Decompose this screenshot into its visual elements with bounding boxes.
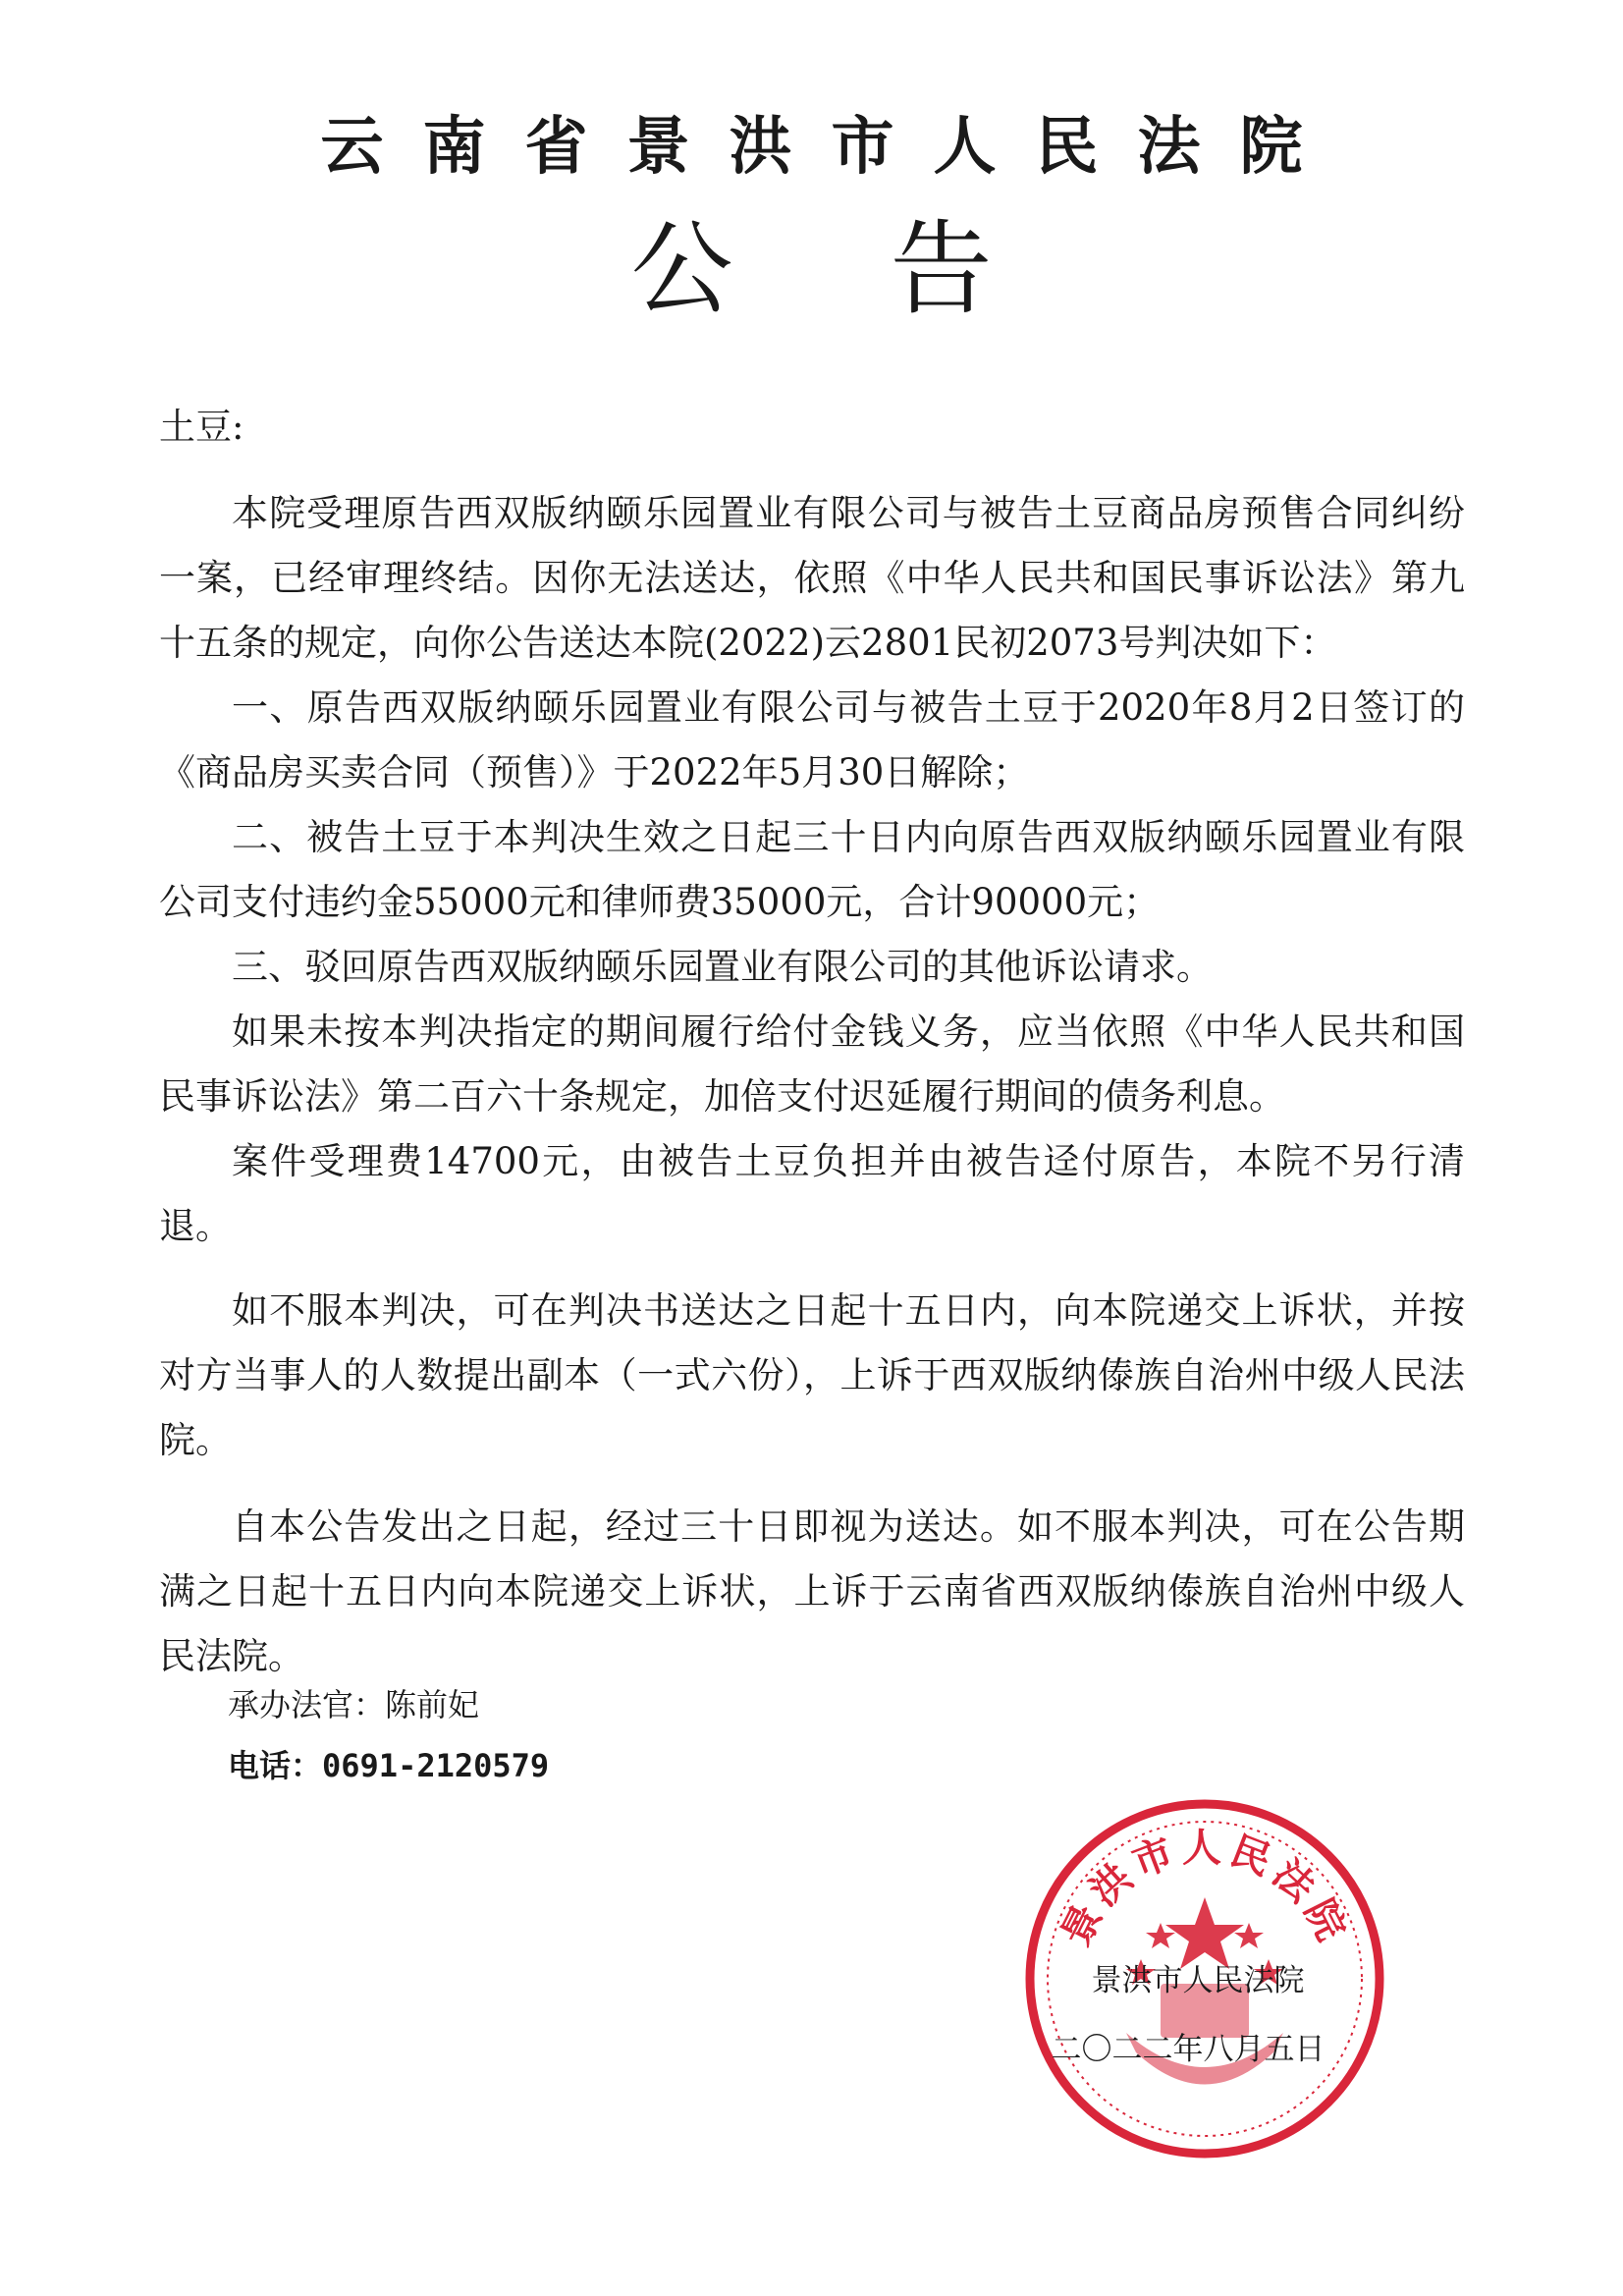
signature-court: 景洪市人民法院: [1091, 1963, 1305, 1998]
salutation: 土豆:: [159, 406, 244, 448]
signature-date: 二〇二二年八月五日: [1051, 2032, 1325, 2067]
judge-line: 承办法官：陈前妃: [228, 1686, 480, 1723]
intro-paragraph: 本院受理原告西双版纳颐乐园置业有限公司与被告土豆商品房预售合同纠纷一案，已经审理终结。因你无法送达，依照《中华人民共和国民事诉讼法》第九十五条的规定，向你公告送达本院(2022)云2801民初2073号判决如下：: [159, 492, 1465, 664]
ruling-item-3: 三、驳回原告西双版纳颐乐园置业有限公司的其他诉讼请求。: [232, 946, 1213, 988]
appeal-paragraph: 如不服本判决，可在判决书送达之日起十五日内，向本院递交上诉状，并按对方当事人的人数提出副本（一式六份），上诉于西双版纳傣族自治州中级人民法院。: [159, 1289, 1465, 1461]
service-paragraph: 自本公告发出之日起，经过三十日即视为送达。如不服本判决，可在公告期满之日起十五日内向本院递交上诉状，上诉于云南省西双版纳傣族自治州中级人民法院。: [159, 1505, 1465, 1677]
notice-title: 公告: [630, 209, 1150, 329]
interest-paragraph: 如果未按本判决指定的期间履行给付金钱义务，应当依照《中华人民共和国民事诉讼法》第二百六十条规定，加倍支付迟延履行期间的债务利息。: [159, 1011, 1465, 1118]
contact-footer: [228, 1674, 549, 1796]
ruling-item-2: 二、被告土豆于本判决生效之日起三十日内向原告西双版纳颐乐园置业有限公司支付违约金55000元和律师费35000元，合计90000元；: [159, 816, 1465, 923]
fee-paragraph: 案件受理费14700元，由被告土豆负担并由被告迳付原告，本院不另行清退。: [159, 1140, 1465, 1247]
notice-body: [159, 395, 1465, 1689]
court-name-heading: 云南省景洪市人民法院: [320, 111, 1342, 184]
ruling-item-1: 一、原告西双版纳颐乐园置业有限公司与被告土豆于2020年8月2日签订的《商品房买卖合同（预售）》于2022年5月30日解除；: [159, 686, 1465, 793]
phone-line: 电话：0691-2120579: [228, 1747, 550, 1784]
seal-text: 景洪市人民法院: [1053, 1826, 1357, 1953]
